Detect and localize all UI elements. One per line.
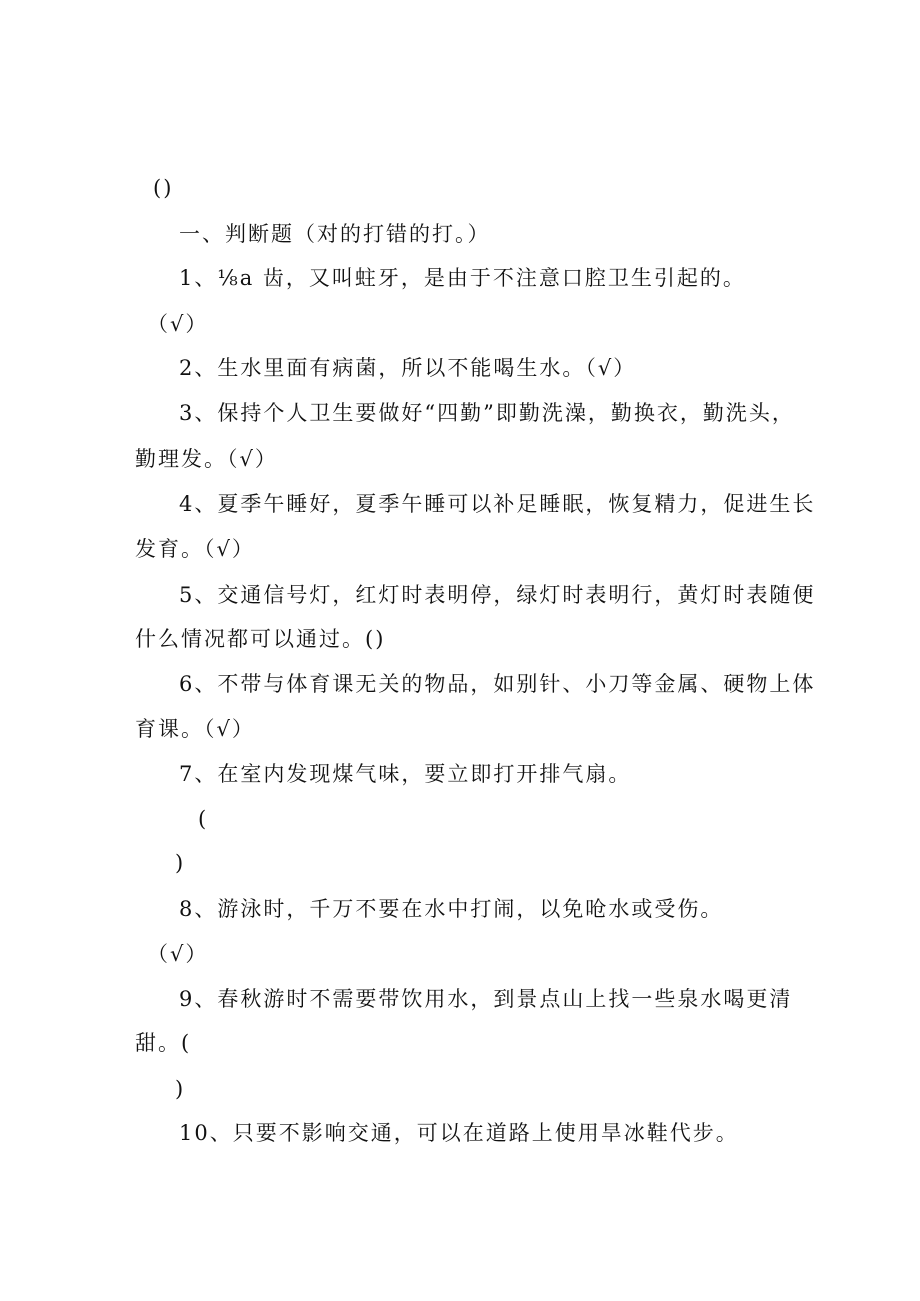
question-4-continued: 发育。（√） [135,537,255,561]
question-10: 10、只要不影响交通，可以在道路上使用旱冰鞋代步。 [179,1121,739,1145]
answer-1: （√） [147,312,209,336]
question-5: 5、交通信号灯，红灯时表明停，绿灯时表明行，黄灯时表随便 [179,583,816,607]
question-2: 2、生水里面有病菌，所以不能喝生水。（√） [179,356,637,380]
question-6-continued: 育课。（√） [135,717,255,741]
question-9: 9、春秋游时不需要带饮用水，到景点山上找一些泉水喝更清 [179,987,793,1011]
question-8: 8、游泳时，千万不要在水中打闹，以免呛水或受伤。 [179,897,724,921]
answer-7-close: ) [175,851,186,875]
section-heading: 一、判断题（对的打错的打。） [179,222,491,246]
answer-7-open: ( [198,807,209,831]
question-5-continued: 什么情况都可以通过。() [135,627,386,651]
question-7: 7、在室内发现煤气味，要立即打开排气扇。 [179,762,632,786]
question-9-continued: 甜。( [135,1031,192,1055]
question-6: 6、不带与体育课无关的物品，如别针、小刀等金属、硬物上体 [179,672,816,696]
question-3: 3、保持个人卫生要做好“四勤”即勤洗澡，勤换衣，勤洗头， [179,401,795,425]
answer-8: （√） [147,942,209,966]
question-4: 4、夏季午睡好，夏季午睡可以补足睡眠，恢复精力，促进生长 [179,492,816,516]
question-3-continued: 勤理发。（√） [135,447,278,471]
answer-blank: () [153,176,174,200]
answer-9-close: ) [175,1077,186,1101]
question-1: 1、⅛a 齿，又叫蛀牙，是由于不注意口腔卫生引起的。 [179,266,746,290]
